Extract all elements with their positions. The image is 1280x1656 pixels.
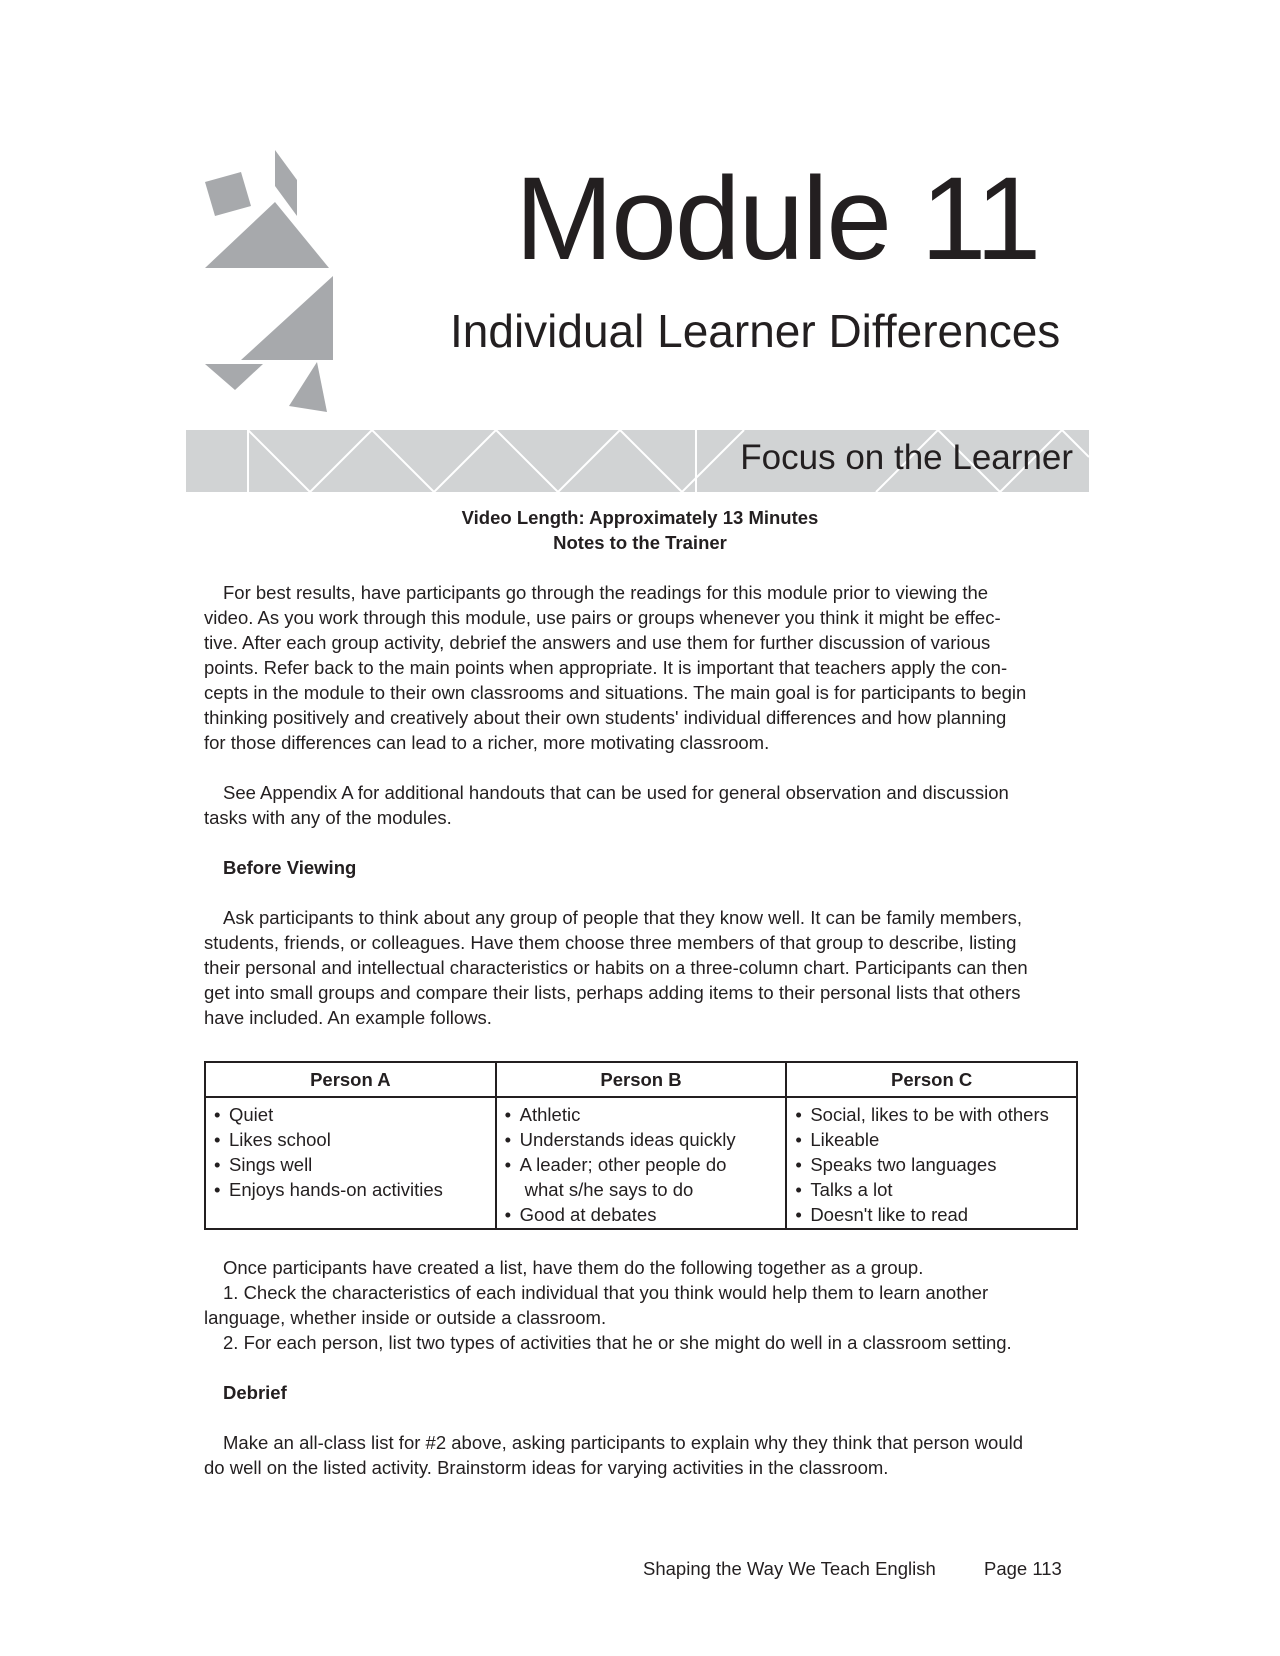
paragraph-line: video. As you work through this module, use pairs or groups whenever you think it might be effec- bbox=[204, 607, 1001, 628]
list-item: • Athletic bbox=[504, 1104, 581, 1125]
paragraph-line: have included. An example follows. bbox=[204, 1007, 492, 1028]
paragraph-line: For best results, have participants go through the readings for this module prior to viewing the bbox=[223, 582, 989, 603]
paragraph-line: points. Refer back to the main points when appropriate. It is important that teachers apply the con- bbox=[204, 657, 1008, 678]
paragraph-line: Ask participants to think about any group of people that they know well. It can be family members, bbox=[223, 907, 1023, 928]
paragraph-line: cepts in the module to their own classrooms and situations. The main goal is for participants to begin bbox=[204, 682, 1027, 703]
instructions-block bbox=[204, 1255, 1080, 1355]
bullet-icon: • bbox=[504, 1204, 512, 1225]
bullet-icon: • bbox=[214, 1104, 221, 1125]
tangram-small-triangle-left bbox=[205, 364, 263, 390]
instruction-item-2: 2. For each person, list two types of activities that he or she might do well in a classroom setting. bbox=[223, 1332, 1012, 1353]
list-item: • Enjoys hands-on activities bbox=[214, 1179, 443, 1200]
bullet-icon: • bbox=[795, 1129, 802, 1150]
column-header: Person B bbox=[496, 1062, 787, 1097]
paragraph-intro bbox=[204, 580, 1080, 755]
bullet-icon: • bbox=[795, 1104, 802, 1125]
table-cell-person-a bbox=[205, 1097, 496, 1229]
banner-label: Focus on the Learner bbox=[740, 438, 1073, 477]
notes-heading: Notes to the Trainer bbox=[553, 532, 727, 553]
list-item: • Speaks two languages bbox=[795, 1154, 997, 1175]
list-item: • Doesn't like to read bbox=[795, 1204, 969, 1225]
bullet-icon: • bbox=[504, 1154, 512, 1175]
bullet-icon: • bbox=[795, 1179, 802, 1200]
bullet-icon: • bbox=[214, 1179, 221, 1200]
paragraph-line: get into small groups and compare their lists, perhaps adding items to their personal lists that others bbox=[204, 982, 1021, 1003]
instruction-item-1-continued: language, whether inside or outside a classroom. bbox=[204, 1307, 607, 1328]
column-header: Person C bbox=[786, 1062, 1077, 1097]
list-item: • Likes school bbox=[214, 1129, 331, 1150]
list-item: • Understands ideas quickly bbox=[504, 1129, 736, 1150]
before-viewing-heading: Before Viewing bbox=[223, 857, 357, 878]
list-item: • Social, likes to be with others bbox=[795, 1104, 1049, 1125]
list-item: • Sings well bbox=[214, 1154, 313, 1175]
list-item: • Likeable bbox=[795, 1129, 880, 1150]
paragraph-line: Make an all-class list for #2 above, asking participants to explain why they think that person would bbox=[223, 1432, 1024, 1453]
table-cell-person-b bbox=[496, 1097, 787, 1229]
bullet-icon: • bbox=[795, 1204, 802, 1225]
list-item-continuation: what s/he says to do bbox=[524, 1179, 694, 1200]
list-item: • Good at debates bbox=[504, 1204, 657, 1225]
module-title: Module 11 bbox=[515, 153, 1040, 285]
table-row bbox=[205, 1097, 1077, 1229]
paragraph-before-viewing bbox=[204, 905, 1080, 1030]
paragraph-line: for those differences can lead to a richer, more motivating classroom. bbox=[204, 732, 770, 753]
bullet-icon: • bbox=[795, 1154, 802, 1175]
video-length-heading: Video Length: Approximately 13 Minutes bbox=[461, 507, 819, 528]
paragraph-line: tasks with any of the modules. bbox=[204, 807, 452, 828]
paragraph-line: tive. After each group activity, debrief the answers and use them for further discussion of various bbox=[204, 632, 991, 653]
focus-banner bbox=[186, 430, 1089, 492]
example-table bbox=[204, 1061, 1078, 1230]
instructions-intro: Once participants have created a list, have them do the following together as a group. bbox=[223, 1257, 924, 1278]
instruction-item-1: 1. Check the characteristics of each individual that you think would help them to learn another bbox=[223, 1282, 989, 1303]
footer-book-title: Shaping the Way We Teach English bbox=[643, 1558, 936, 1579]
bullet-icon: • bbox=[214, 1129, 221, 1150]
debrief-heading: Debrief bbox=[223, 1382, 287, 1403]
tangram-square bbox=[205, 172, 251, 216]
footer-page-number: Page 113 bbox=[984, 1558, 1062, 1579]
bullet-icon: • bbox=[504, 1104, 512, 1125]
list-item: • A leader; other people do bbox=[504, 1154, 727, 1175]
paragraph-line: students, friends, or colleagues. Have them choose three members of that group to describe, listing bbox=[204, 932, 1017, 953]
tangram-large-triangle-lower bbox=[241, 276, 333, 360]
bullet-icon: • bbox=[504, 1129, 512, 1150]
list-item: • Talks a lot bbox=[795, 1179, 893, 1200]
tangram-figure-icon bbox=[205, 150, 340, 415]
list-item: • Quiet bbox=[214, 1104, 274, 1125]
column-header: Person A bbox=[205, 1062, 496, 1097]
paragraph-line: See Appendix A for additional handouts that can be used for general observation and discussion bbox=[223, 782, 1009, 803]
paragraph-line: thinking positively and creatively about their own students' individual differences and how planning bbox=[204, 707, 1007, 728]
bullet-icon: • bbox=[214, 1154, 221, 1175]
paragraph-appendix bbox=[204, 780, 1080, 830]
module-subtitle: Individual Learner Differences bbox=[450, 305, 1061, 357]
tangram-small-triangle-right bbox=[289, 362, 327, 412]
paragraph-debrief bbox=[204, 1430, 1080, 1480]
paragraph-line: their personal and intellectual characteristics or habits on a three-column chart. Participants can then bbox=[204, 957, 1028, 978]
table-cell-person-c bbox=[786, 1097, 1077, 1229]
paragraph-line: do well on the listed activity. Brainstorm ideas for varying activities in the classroom. bbox=[204, 1457, 889, 1478]
table-header-row bbox=[205, 1062, 1077, 1097]
